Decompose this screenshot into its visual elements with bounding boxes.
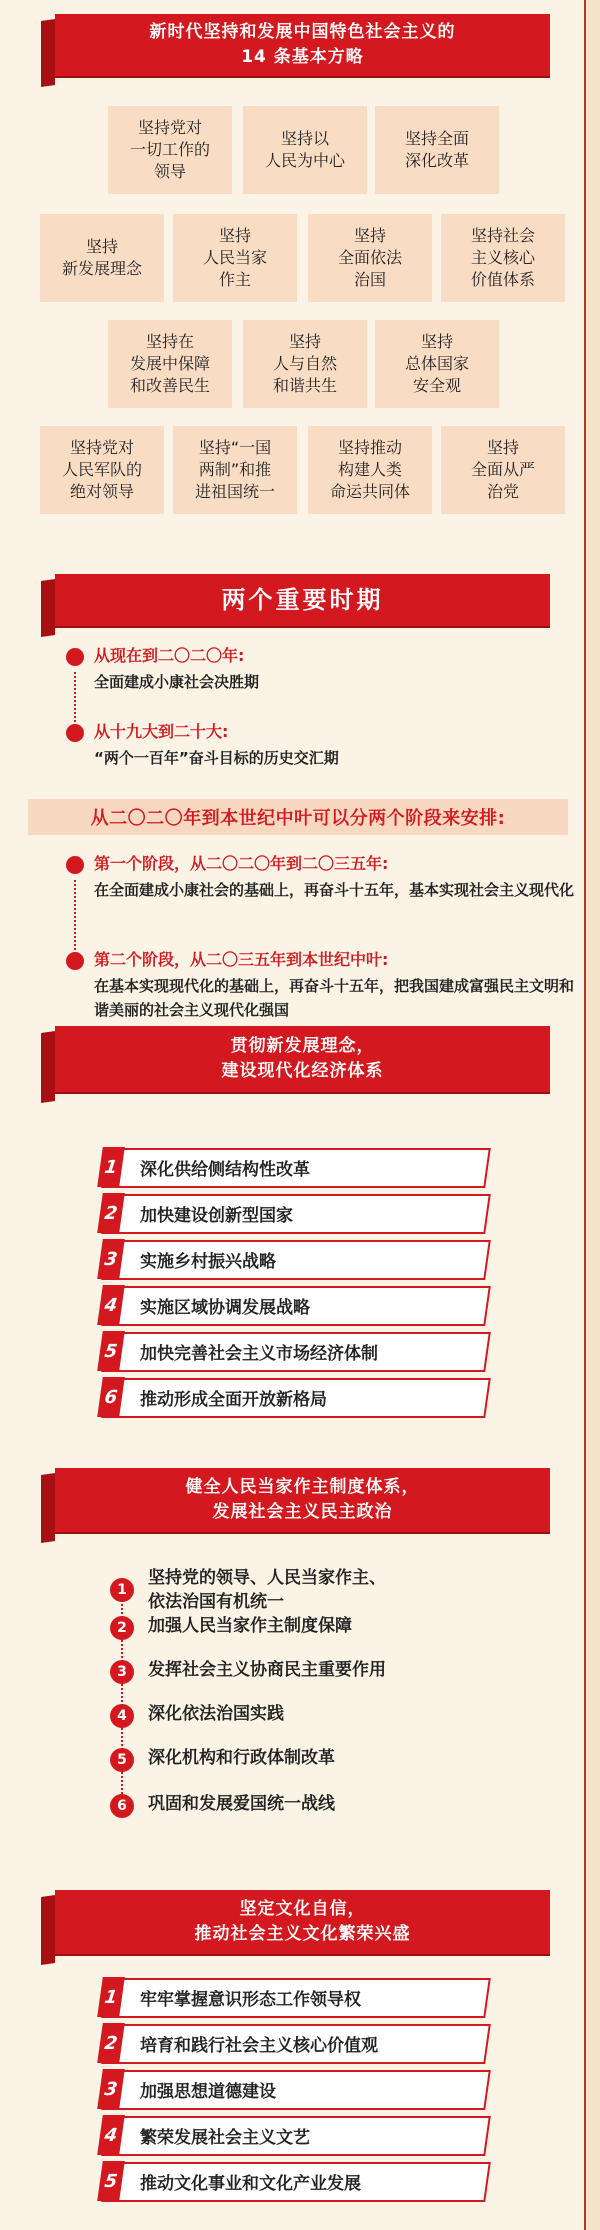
item-number: 2 — [97, 1193, 125, 1233]
item-number: 4 — [110, 1704, 134, 1728]
tile-text-line: 坚持全面 — [404, 129, 469, 148]
item-number: 3 — [97, 2069, 125, 2109]
section5-title-line2: 推动社会主义文化繁荣兴盛 — [194, 1924, 411, 1944]
section1-title-line1: 新时代坚持和发展中国特色社会主义的 — [149, 22, 456, 42]
tile-text-line: 坚持 — [353, 226, 386, 245]
item-number: 3 — [97, 1239, 125, 1279]
tile-text-line: 领导 — [153, 162, 186, 181]
tile-text-line: 人民军队的 — [61, 460, 142, 479]
list-item-text: 深化供给侧结构性改革 — [140, 1159, 310, 1180]
tile-text-line: 和谐共生 — [272, 376, 337, 395]
tile-text-line: 坚持推动 — [337, 438, 402, 457]
strategy-tile — [441, 426, 565, 514]
strategy-tile — [40, 214, 164, 302]
tile-text-line: 两制”和推 — [198, 460, 272, 479]
tile-text-line: 治党 — [486, 482, 519, 501]
right-border — [584, 0, 600, 2230]
list-item-line: 依法治国有机统一 — [148, 1592, 284, 1612]
strategy-tile — [308, 214, 432, 302]
period-body: “两个一百年”奋斗目标的历史交汇期 — [94, 749, 339, 767]
period-head: 从现在到二〇二〇年: — [94, 646, 245, 665]
strategy-tile — [308, 426, 432, 514]
list-item-text: 牢牢掌握意识形态工作领导权 — [140, 1989, 361, 2010]
list-item-text: 实施乡村振兴战略 — [140, 1251, 276, 1272]
section2-title: 两个重要时期 — [221, 586, 384, 614]
tile-text-line: 进祖国统一 — [194, 482, 275, 501]
section3-title-line2: 建设现代化经济体系 — [221, 1061, 384, 1081]
tile-text-line: 全面依法 — [337, 248, 402, 267]
list-item-text: 推动形成全面开放新格局 — [140, 1389, 327, 1410]
period-head: 从十九大到二十大: — [94, 722, 229, 741]
item-number: 2 — [110, 1616, 134, 1640]
item-number: 5 — [110, 1748, 134, 1772]
section3-banner — [55, 1026, 550, 1092]
tile-text-line: 坚持党对 — [69, 438, 134, 457]
timeline-dash-1 — [74, 672, 76, 722]
tile-text-line: 治国 — [353, 270, 386, 289]
list-item-line: 深化机构和行政体制改革 — [148, 1748, 335, 1768]
tile-text-line: 全面从严 — [470, 460, 535, 479]
tile-text-line: 作主 — [218, 270, 251, 289]
tile-text-line: 构建人类 — [337, 460, 402, 479]
tile-text-line: 坚持在 — [145, 332, 194, 351]
bullet-dot — [66, 724, 84, 742]
bullet-dot — [66, 952, 84, 970]
bullet-dot — [66, 856, 84, 874]
tile-text-line: 坚持 — [288, 332, 321, 351]
strategy-tile — [108, 106, 232, 194]
strategy-tile — [375, 106, 499, 194]
tile-text-line: 坚持 — [85, 237, 118, 256]
strategy-tile — [243, 106, 367, 194]
stage-body: 在全面建成小康社会的基础上，再奋斗十五年，基本实现社会主义现代化 — [94, 881, 575, 899]
strategy-tile — [441, 214, 565, 302]
tile-text-line: 发展中保障 — [129, 354, 210, 373]
item-number: 5 — [97, 1331, 125, 1371]
list-item-text — [148, 1566, 386, 1614]
item-number: 6 — [110, 1794, 134, 1818]
tile-text-line: 和改善民生 — [129, 376, 210, 395]
list-item-line: 加强人民当家作主制度保障 — [148, 1616, 352, 1636]
tile-text-line: 深化改革 — [404, 151, 469, 170]
tile-text-line: 坚持党对 — [137, 118, 202, 137]
list-item-text — [148, 1792, 335, 1816]
item-number: 5 — [97, 2161, 125, 2201]
tile-text-line: 一切工作的 — [129, 140, 210, 159]
section4-title-line2: 发展社会主义民主政治 — [212, 1502, 393, 1522]
section2-banner — [55, 574, 550, 626]
list-item-text: 实施区域协调发展战略 — [140, 1297, 310, 1318]
list-item-text — [148, 1702, 284, 1726]
section1-title-line2: 14 条基本方略 — [241, 47, 364, 67]
list-item-text: 加快建设创新型国家 — [140, 1205, 293, 1226]
item-number: 2 — [97, 2023, 125, 2063]
stages-strip: 从二〇二〇年到本世纪中叶可以分两个阶段来安排: — [28, 799, 568, 835]
tile-text-line: 价值体系 — [470, 270, 535, 289]
tile-text-line: 坚持 — [218, 226, 251, 245]
tile-text-line: 绝对领导 — [69, 482, 134, 501]
list-item-text: 培育和践行社会主义核心价值观 — [140, 2035, 378, 2056]
strategy-tile — [40, 426, 164, 514]
list-item-text: 繁荣发展社会主义文艺 — [140, 2127, 310, 2148]
section3-title-line1: 贯彻新发展理念， — [230, 1036, 375, 1056]
tile-text-line: 坚持社会 — [470, 226, 535, 245]
list-dash — [121, 1580, 123, 1810]
tile-text-line: 命运共同体 — [329, 482, 410, 501]
item-number: 6 — [97, 1377, 125, 1417]
section5-banner — [55, 1890, 550, 1954]
tile-text-line: 坚持 — [420, 332, 453, 351]
list-item-text: 加强思想道德建设 — [140, 2081, 276, 2102]
list-item-line: 发挥社会主义协商民主重要作用 — [148, 1660, 386, 1680]
tile-text-line: 安全观 — [412, 376, 461, 395]
tile-text-line: 坚持以 — [280, 129, 329, 148]
item-number: 4 — [97, 2115, 125, 2155]
list-item-text — [148, 1614, 352, 1638]
tile-text-line: 人民为中心 — [264, 151, 345, 170]
list-item-line: 坚持党的领导、人民当家作主、 — [148, 1568, 386, 1588]
list-item-line: 巩固和发展爱国统一战线 — [148, 1794, 335, 1814]
strategy-tile — [243, 320, 367, 408]
tile-text-line: 主义核心 — [470, 248, 535, 267]
stage-head: 第二个阶段，从二〇三五年到本世纪中叶: — [94, 950, 389, 969]
tile-text-line: 总体国家 — [404, 354, 469, 373]
tile-text-line: 新发展理念 — [61, 259, 142, 278]
period-body: 全面建成小康社会决胜期 — [94, 673, 260, 691]
section1-banner — [55, 14, 550, 76]
strategy-tile — [173, 426, 297, 514]
item-number: 1 — [97, 1977, 125, 2017]
section4-banner — [55, 1468, 550, 1532]
stage-body: 在基本实现现代化的基础上，再奋斗十五年，把我国建成富强民主文明和谐美丽的社会主义现代化强国 — [94, 977, 575, 1019]
stage-head: 第一个阶段，从二〇二〇年到二〇三五年: — [94, 854, 389, 873]
tile-text-line: 坚持“一国 — [198, 438, 272, 457]
item-number: 3 — [110, 1660, 134, 1684]
list-item-text — [148, 1746, 335, 1770]
strategy-tile — [108, 320, 232, 408]
bullet-dot — [66, 648, 84, 666]
strategy-tile — [173, 214, 297, 302]
list-item-text: 推动文化事业和文化产业发展 — [140, 2173, 361, 2194]
strategy-tile — [375, 320, 499, 408]
item-number: 1 — [110, 1578, 134, 1602]
list-item-text: 加快完善社会主义市场经济体制 — [140, 1343, 378, 1364]
item-number: 1 — [97, 1147, 125, 1187]
list-item-text — [148, 1658, 386, 1682]
tile-text-line: 人民当家 — [202, 248, 267, 267]
section5-title-line1: 坚定文化自信， — [239, 1899, 366, 1919]
timeline-dash-2 — [74, 880, 76, 954]
list-item-line: 深化依法治国实践 — [148, 1704, 284, 1724]
tile-text-line: 人与自然 — [272, 354, 337, 373]
section4-title-line1: 健全人民当家作主制度体系， — [185, 1477, 420, 1497]
tile-text-line: 坚持 — [486, 438, 519, 457]
item-number: 4 — [97, 1285, 125, 1325]
